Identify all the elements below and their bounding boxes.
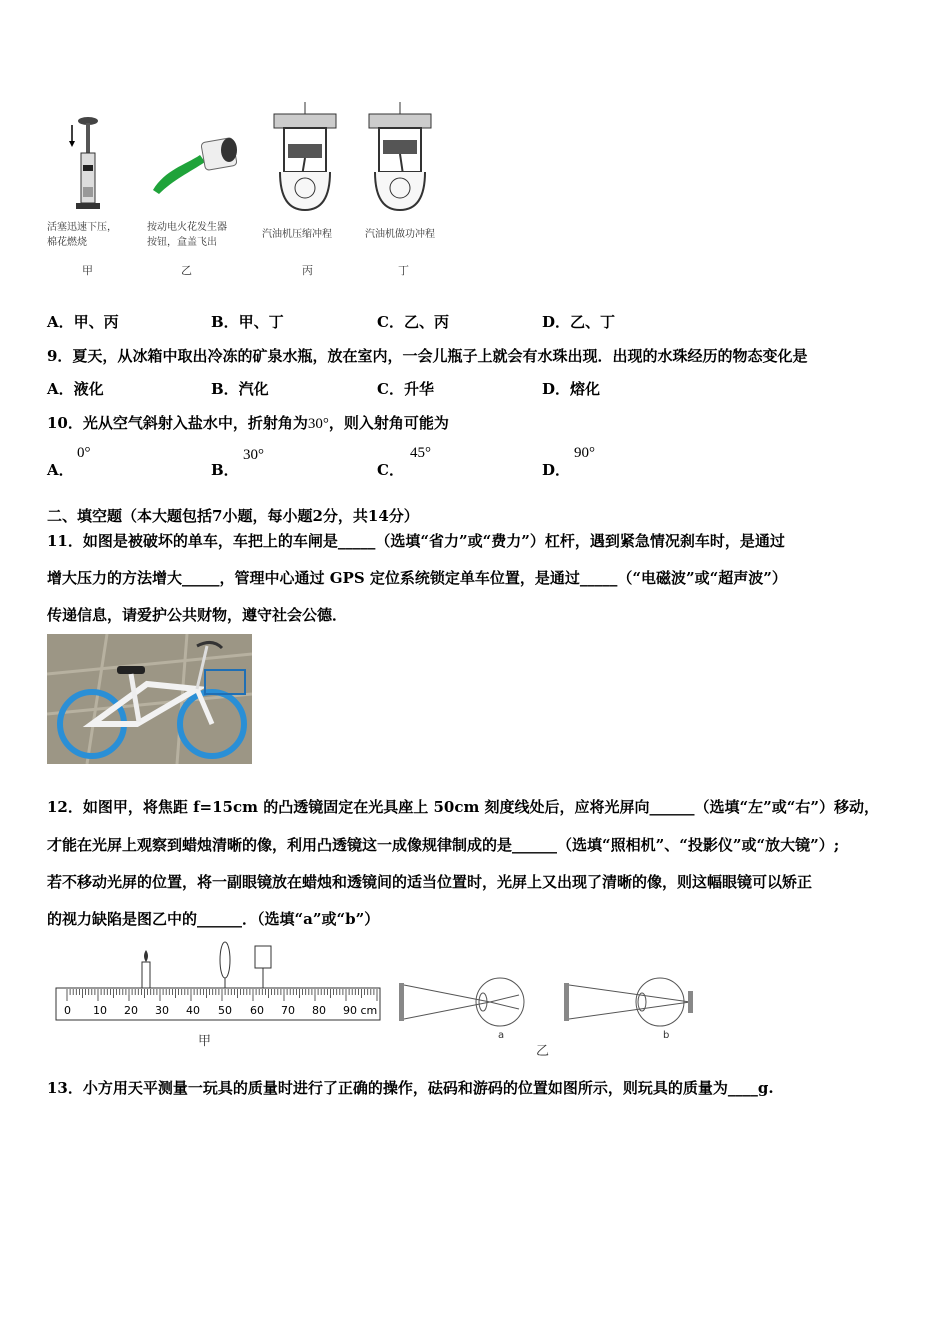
- fig8-bing-engine: [270, 100, 340, 215]
- q12-line-2: 才能在光屏上观察到蜡烛清晰的像，利用凸透镜这一成像规律制成的是______（选填“照相机”、“投影仪”或“放大镜”）;: [47, 836, 840, 854]
- fig8-yi-caption: 按动电火花发生器 按钮，盒盖飞出: [147, 222, 227, 248]
- fig12-label-jia: 甲: [198, 1034, 212, 1049]
- eye-diagram-a: [395, 975, 535, 1030]
- fig8-ding-label: 丁: [398, 264, 409, 277]
- ruler-tick-label: 20: [124, 1004, 138, 1017]
- q12-line-1: 12．如图甲，将焦距 f=15cm 的凸透镜固定在光具座上 50cm 刻度线处后，应将光屏向______（选填“左”或“右”）移动，: [47, 798, 880, 816]
- fig8-yi-image: [145, 130, 245, 200]
- fig8-ding-caption: 汽油机做功冲程: [365, 229, 435, 240]
- fig8-jia-image: [60, 115, 110, 215]
- q8-option-d[interactable]: D．乙、丁: [542, 313, 616, 331]
- q10-option-a-value: 0°: [77, 445, 91, 461]
- q9-option-c[interactable]: C．升华: [377, 380, 434, 398]
- q10-option-d-value: 90°: [574, 445, 595, 461]
- q12-line-4: 的视力缺陷是图乙中的______．（选填“a”或“b”）: [47, 910, 380, 928]
- eye-label-b: b: [663, 1030, 670, 1041]
- ruler-tick-label: 70: [281, 1004, 295, 1017]
- q13-stem: 13．小方用天平测量一玩具的质量时进行了正确的操作，砝码和游码的位置如图所示，则玩具的质量为____g.: [47, 1079, 774, 1097]
- fig12-label-yi: 乙: [536, 1044, 550, 1059]
- ruler-tick-label: 90 cm: [343, 1004, 378, 1017]
- ruler-tick-label: 80: [312, 1004, 326, 1017]
- ruler-tick-label: 60: [250, 1004, 264, 1017]
- eye-label-a: a: [498, 1030, 505, 1041]
- fig8-yi-label: 乙: [181, 264, 192, 277]
- fig8-jia-label: 甲: [82, 264, 93, 277]
- q12-line-3: 若不移动光屏的位置，将一副眼镜放在蜡烛和透镜间的适当位置时，光屏上又出现了清晰的像，则这幅眼镜可以矫正: [47, 873, 813, 891]
- fig8-bing-caption: 汽油机压缩冲程: [262, 229, 332, 240]
- q9-stem: 9．夏天，从冰箱中取出冷冻的矿泉水瓶，放在室内，一会儿瓶子上就会有水珠出现．出现的水珠经历的物态变化是: [47, 347, 808, 365]
- q10-option-a-letter[interactable]: A．: [47, 461, 74, 479]
- q8-option-a[interactable]: A．甲、丙: [47, 313, 119, 331]
- fig8-bing-label: 丙: [302, 264, 313, 277]
- q9-option-d[interactable]: D．熔化: [542, 380, 601, 398]
- q8-option-c[interactable]: C．乙、丙: [377, 313, 449, 331]
- ruler-tick-label: 30: [155, 1004, 169, 1017]
- ruler-tick-label: 50: [218, 1004, 232, 1017]
- q11-line-2: 增大压力的方法增大_____，管理中心通过 GPS 定位系统锁定单车位置，是通过_____（“电磁波”或“超声波”）: [47, 569, 787, 587]
- q10-option-c-letter[interactable]: C．: [377, 461, 404, 479]
- q10-option-c-value: 45°: [410, 445, 431, 461]
- eye-diagram-b: [560, 975, 700, 1030]
- ruler-scale-labels: [55, 1004, 385, 1018]
- fig8-jia-caption: 活塞迅速下压， 棉花燃烧: [47, 222, 117, 248]
- q9-option-b[interactable]: B．汽化: [211, 380, 269, 398]
- q11-line-3: 传递信息，请爱护公共财物，遵守社会公德．: [47, 606, 348, 624]
- section2-heading: 二、填空题（本大题包括7小题，每小题2分，共14分）: [47, 507, 419, 525]
- ruler-tick-label: 40: [186, 1004, 200, 1017]
- ruler-tick-label: 10: [93, 1004, 107, 1017]
- q9-option-a[interactable]: A．液化: [47, 380, 104, 398]
- q11-line-1: 11．如图是被破坏的单车，车把上的车闸是_____（选填“省力”或“费力”）杠杆，遇到紧急情况刹车时，是通过: [47, 532, 785, 550]
- bicycle-photo: [47, 634, 252, 764]
- q10-stem: 10．光从空气斜射入盐水中，折射角为30°，则入射角可能为: [47, 414, 449, 432]
- q8-option-b[interactable]: B．甲、丁: [211, 313, 284, 331]
- ruler-tick-label: 0: [64, 1004, 71, 1017]
- q10-option-b-value: 30°: [243, 447, 264, 463]
- q10-option-b-letter[interactable]: B．: [211, 461, 239, 479]
- fig8-ding-engine: [365, 100, 435, 215]
- q10-option-d-letter[interactable]: D．: [542, 461, 571, 479]
